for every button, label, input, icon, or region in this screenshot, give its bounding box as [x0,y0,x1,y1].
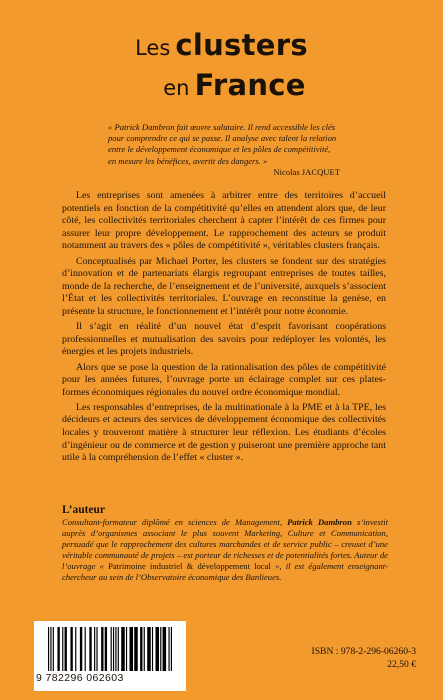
barcode [34,621,186,691]
barcode-bar [134,627,138,671]
blurb-paragraph-3: Il s’agit en réalité d’un nouvel état d’esprit favorisant coopérations professionnelles et mutualisation des savoirs pour redéployer les volontés, les énergies et les projets industriels. [62,321,386,358]
barcode-bar [126,627,127,671]
barcode-bar [113,627,114,671]
title-word-les: Les [135,36,171,60]
blurb-text [62,190,386,467]
barcode-bar [70,627,72,671]
author-bio-part-3: », il est également enseignant-chercheur au sein de l’Observatoire économique des Banlieues. [62,560,388,582]
price: 22,50 € [387,659,416,670]
blurb-paragraph-2: Conceptualisés par Michael Porter, les clusters se fondent sur des stratégies d’innovation et de partenariats élargis regroupant entreprises de toutes tailles, monde de la recherche, de l’enseignement et de l’université, auxquels s’associent l’État et les collectivités territoriales. L’ouvrage en reconstitue la genèse, en présente la structure, le fonctionnement et l’intérêt pour notre économie. [62,255,386,317]
barcode-bar [171,627,172,671]
barcode-bar [155,627,159,671]
barcode-bar [50,627,51,671]
author-bio [62,504,388,582]
isbn-block [292,645,416,671]
barcode-bar [147,627,151,671]
barcode-bar [129,627,133,671]
barcode-bar [140,627,142,671]
barcode-bar [53,627,54,671]
barcode-bar [62,627,63,671]
title-line-2 [26,67,443,108]
barcode-bar [80,627,82,671]
author-bio-part-1: Consultant-formateur diplômé en sciences de Management, [62,517,288,527]
barcode-bar [94,627,95,671]
quote-text: « Patrick Dambron fait œuvre salutaire. Il rend accessible les clés pour comprendre ce qui se passe. Il analyse avec talent la relation entre le développement économique et les pôles de compétitivité, en mesure les bénéfices, avertit des dangers. » [108,122,337,166]
barcode-bar [115,627,116,671]
book-title [0,28,443,108]
barcode-digits: 9 782296 062603 [36,672,124,684]
title-line-1 [0,28,443,67]
author-work-title: Patrimoine industriel & développement local [108,560,271,571]
barcode-bar [75,627,76,671]
barcode-bar [152,627,153,671]
barcode-bar [121,627,125,671]
barcode-bar [65,627,67,671]
barcode-bar [101,627,103,671]
barcode-bar [57,627,59,671]
barcode-bar [48,627,49,671]
barcode-bar [118,627,119,671]
blurb-paragraph-4: Alors que se pose la question de la rationalisation des pôles de compétitivité pour les années futures, l’ouvrage porte un éclairage complet sur ces plates-formes économiques régionales du nouvel ordre économique mondial. [62,361,386,398]
title-word-france: France [194,68,306,102]
barcode-bar [89,627,91,671]
isbn-number: ISBN : 978-2-296-06260-3 [311,646,416,657]
quote-author: Nicolas JACQUET [273,166,340,177]
barcode-bar [163,627,167,671]
title-word-en: en [163,76,190,100]
barcode-bar [105,627,107,671]
barcode-bar [85,627,86,671]
barcode-bar [144,627,145,671]
barcode-bars [48,627,174,673]
title-word-clusters: clusters [175,28,308,62]
blurb-paragraph-5: Les responsables d’entreprises, de la multinationale à la PME et à la TPE, les décideurs et acteurs des services de développement économique des collectivités locales y trouveront matière à structurer leur réflexion. Les étudiants d’écoles d’ingénieur ou de commerce et de gestion y puiseront une première approche tant utile à la compréhension de l’effet « cluster ». [62,401,386,464]
endorsement-quote [108,122,340,178]
author-name: Patrick Dambron [287,517,352,527]
author-bio-text [62,517,388,582]
author-bio-part-2: s’investit auprès d’organismes associant le plus souvent Marketing, Culture et Communication, persuadé que le rapprochement des cultures marchandes et de service public – creuset d’une véritable communauté de projets – est porteur de richesses et de potentialités fortes. Auteur de l’ouvrage « [62,517,388,571]
barcode-bar [111,627,112,671]
barcode-bar [168,627,169,671]
blurb-paragraph-1: Les entreprises sont amenées à arbitrer entre des territoires d’accueil potentiels en fonction de la compétitivité qu’elles en attendent alors que, de leur côté, les collectivités territoriales cherchent à capter l’intérêt de ces firmes pour assurer leur propre développement. Le rapprochement des acteurs se produit notamment au travers des « pôles de compétitivité », véritables clusters français. [62,190,386,252]
author-heading: L’auteur [62,504,106,516]
barcode-bar [160,627,161,671]
barcode-bar [96,627,97,671]
